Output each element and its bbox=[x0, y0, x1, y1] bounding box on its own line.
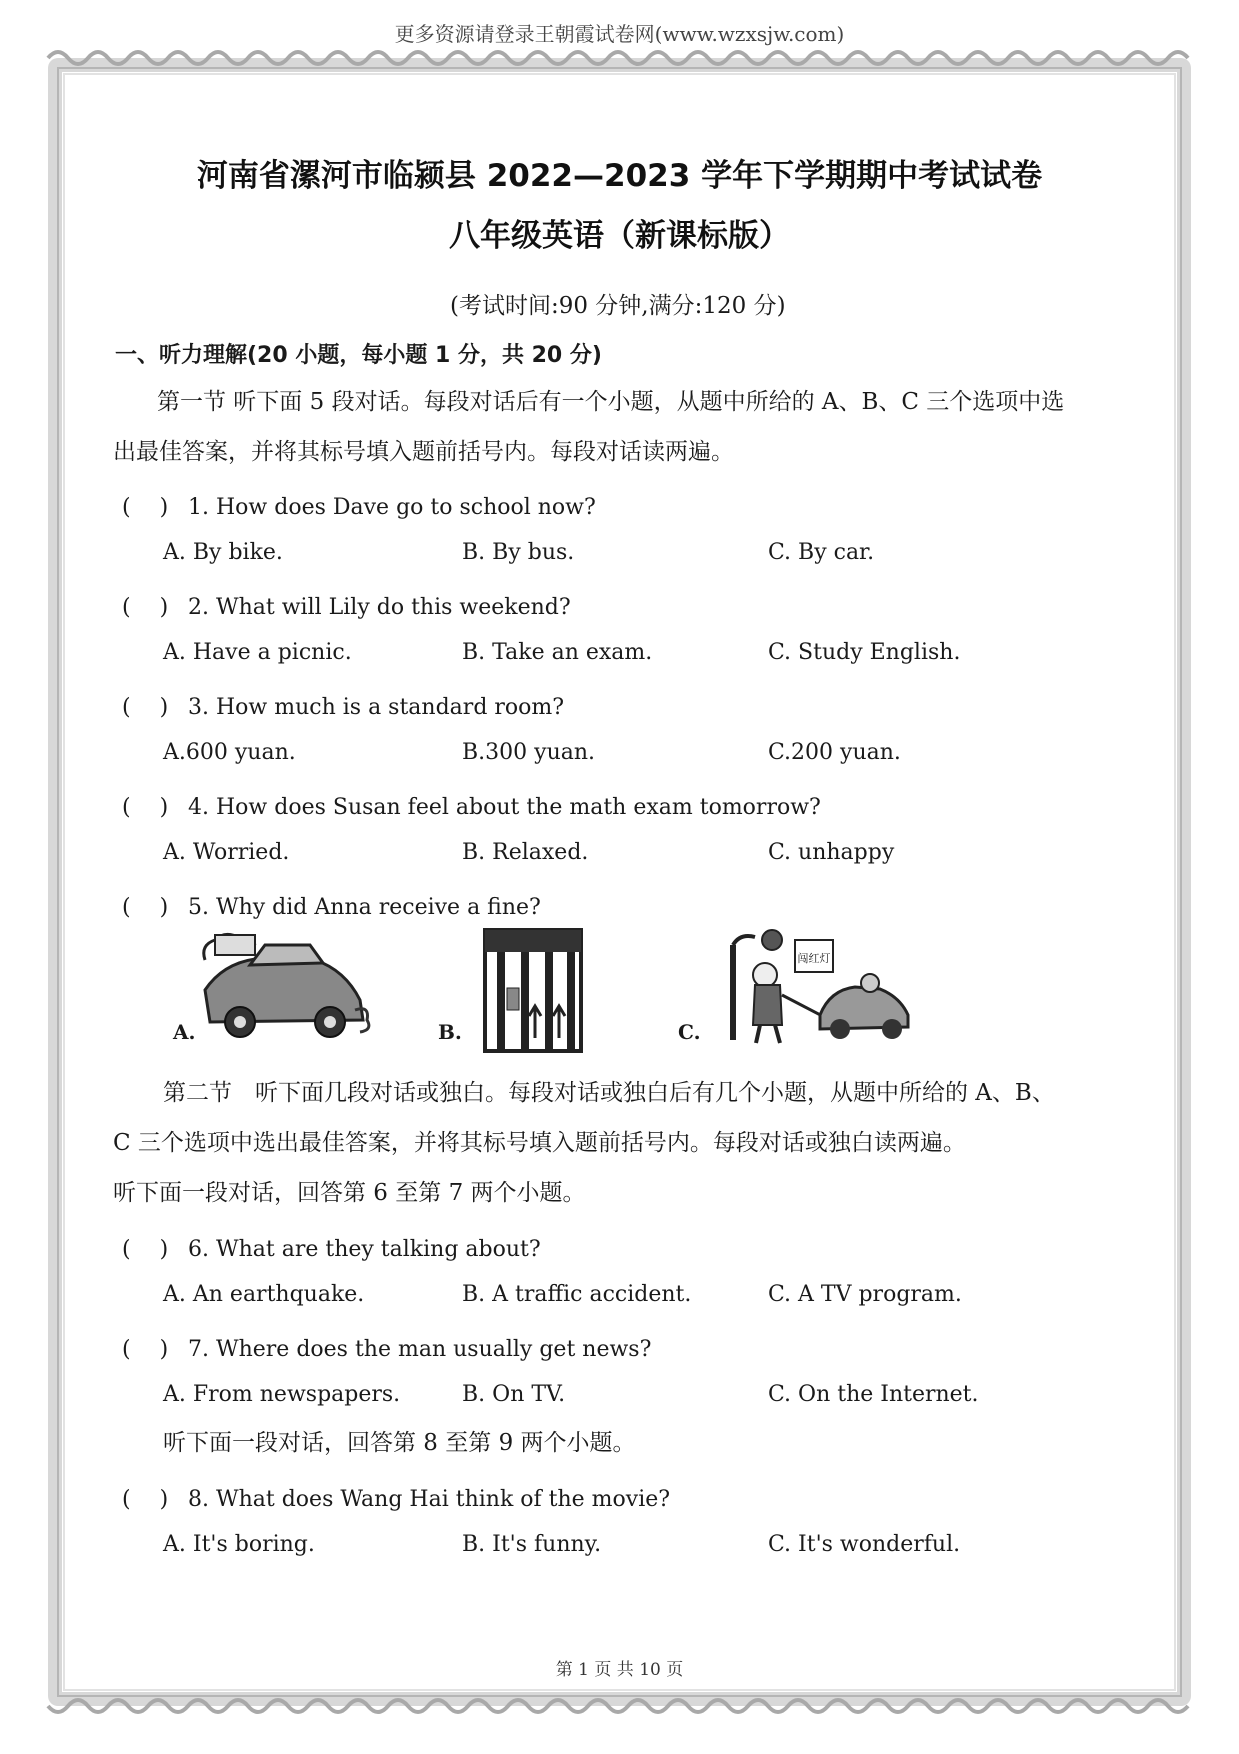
question-text: 4. How does Susan feel about the math exam tomorrow? bbox=[188, 795, 821, 820]
picture-label-b: B. bbox=[438, 1020, 462, 1044]
option-a: A.600 yuan. bbox=[163, 740, 296, 765]
question-text: 3. How much is a standard room? bbox=[188, 695, 565, 720]
question-text: 1. How does Dave go to school now? bbox=[188, 495, 596, 520]
part2-intro-line2: C 三个选项中选出最佳答案，并将其标号填入题前括号内。每段对话或独白读两遍。 bbox=[113, 1130, 966, 1156]
answer-bracket[interactable]: ( ) bbox=[122, 1487, 169, 1512]
car-smoking-illustration bbox=[195, 930, 375, 1045]
answer-bracket[interactable]: ( ) bbox=[122, 495, 169, 520]
watermark-text: 更多资源请登录王朝霞试卷网(www.wzxsjw.com) bbox=[394, 22, 845, 46]
option-b: B.300 yuan. bbox=[462, 740, 596, 765]
question-text: 5. Why did Anna receive a fine? bbox=[188, 895, 541, 920]
answer-bracket[interactable]: ( ) bbox=[122, 695, 169, 720]
option-c: C.200 yuan. bbox=[768, 740, 901, 765]
option-c: C. A TV program. bbox=[768, 1282, 962, 1307]
option-c: C. On the Internet. bbox=[768, 1382, 979, 1407]
question-3 bbox=[122, 690, 564, 721]
answer-bracket[interactable]: ( ) bbox=[122, 1337, 169, 1362]
question-7 bbox=[122, 1332, 651, 1363]
option-c: C. Study English. bbox=[768, 640, 961, 665]
question-text: 7. Where does the man usually get news? bbox=[188, 1337, 652, 1362]
part1-intro-line1: 第一节 听下面 5 段对话。每段对话后有一个小题，从题中所给的 A、B、C 三个选项中选 bbox=[157, 389, 1065, 415]
question-6 bbox=[122, 1232, 541, 1263]
dialog-instruction-8-9: 听下面一段对话，回答第 8 至第 9 两个小题。 bbox=[163, 1430, 636, 1456]
question-1 bbox=[122, 490, 596, 521]
option-a: A. Worried. bbox=[163, 840, 290, 865]
question-2 bbox=[122, 590, 571, 621]
picture-label-c: C. bbox=[678, 1020, 701, 1044]
exam-subtitle: 八年级英语（新课标版） bbox=[449, 218, 790, 254]
option-c: C. By car. bbox=[768, 540, 875, 565]
answer-bracket[interactable]: ( ) bbox=[122, 895, 169, 920]
answer-bracket[interactable]: ( ) bbox=[122, 595, 169, 620]
option-c: C. It's wonderful. bbox=[768, 1532, 961, 1557]
option-b: B. It's funny. bbox=[462, 1532, 602, 1557]
part2-intro-line1: 第二节 听下面几段对话或独白。每段对话或独白后有几个小题，从题中所给的 A、B、 bbox=[163, 1080, 1055, 1106]
option-b: B. By bus. bbox=[462, 540, 575, 565]
one-way-road-illustration bbox=[483, 928, 583, 1053]
exam-info: (考试时间:90 分钟,满分:120 分) bbox=[450, 293, 786, 319]
question-text: 2. What will Lily do this weekend? bbox=[188, 595, 571, 620]
option-b: B. A traffic accident. bbox=[462, 1282, 692, 1307]
option-a: A. From newspapers. bbox=[163, 1382, 401, 1407]
option-a: A. It's boring. bbox=[163, 1532, 315, 1557]
question-text: 6. What are they talking about? bbox=[188, 1237, 541, 1262]
answer-bracket[interactable]: ( ) bbox=[122, 795, 169, 820]
option-b: B. On TV. bbox=[462, 1382, 566, 1407]
page-number: 第 1 页 共 10 页 bbox=[555, 1660, 684, 1680]
option-a: A. An earthquake. bbox=[163, 1282, 365, 1307]
section-heading: 一、听力理解(20 小题，每小题 1 分，共 20 分) bbox=[115, 343, 602, 368]
part1-intro-line2: 出最佳答案，并将其标号填入题前括号内。每段对话读两遍。 bbox=[113, 439, 734, 465]
sign-text: 闯红灯 bbox=[797, 952, 831, 965]
exam-title: 河南省漯河市临颍县 2022—2023 学年下学期期中考试试卷 bbox=[196, 158, 1043, 194]
option-b: B. Take an exam. bbox=[462, 640, 653, 665]
option-a: A. By bike. bbox=[163, 540, 283, 565]
question-5 bbox=[122, 890, 541, 921]
question-text: 8. What does Wang Hai think of the movie? bbox=[188, 1487, 671, 1512]
dialog-instruction-6-7: 听下面一段对话，回答第 6 至第 7 两个小题。 bbox=[113, 1180, 586, 1206]
option-b: B. Relaxed. bbox=[462, 840, 589, 865]
question-4 bbox=[122, 790, 821, 821]
question-8 bbox=[122, 1482, 670, 1513]
answer-bracket[interactable]: ( ) bbox=[122, 1237, 169, 1262]
option-c: C. unhappy bbox=[768, 840, 895, 865]
option-a: A. Have a picnic. bbox=[163, 640, 352, 665]
picture-label-a: A. bbox=[173, 1020, 196, 1044]
police-red-light-illustration bbox=[720, 925, 920, 1050]
